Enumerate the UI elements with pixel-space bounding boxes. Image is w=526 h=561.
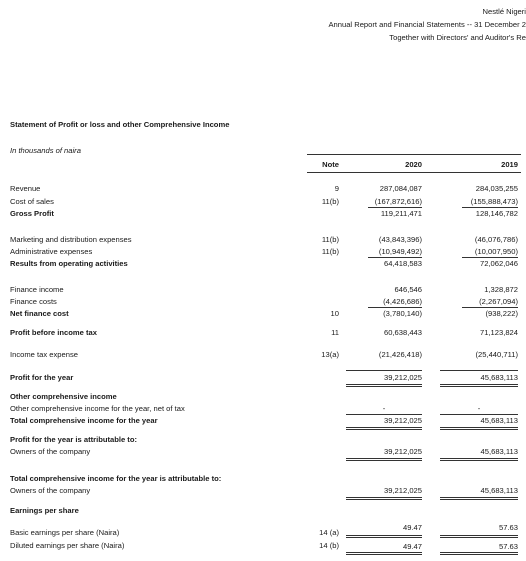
income-tax-note: 13(a) bbox=[321, 350, 339, 359]
tci-attrib-heading: Total comprehensive income for the year is attributable to: bbox=[10, 474, 222, 483]
profit-year-2020: 39,212,025 bbox=[383, 373, 422, 382]
column-header-note: Note bbox=[322, 160, 339, 169]
profit-before-tax-2019: 71,123,824 bbox=[479, 328, 518, 337]
cost-of-sales-2019: (155,888,473) bbox=[470, 197, 518, 206]
diluted-eps-2019: 57.63 bbox=[498, 542, 518, 551]
double-rule bbox=[346, 552, 422, 555]
header-bottom-rule bbox=[307, 172, 521, 173]
double-rule bbox=[346, 384, 422, 387]
profit-before-tax-2020: 60,638,443 bbox=[383, 328, 422, 337]
header-top-rule bbox=[307, 154, 521, 155]
subtotal-rule bbox=[368, 257, 422, 258]
revenue-label: Revenue bbox=[10, 184, 41, 193]
oci-net-2020: - bbox=[382, 404, 386, 413]
basic-eps-2020: 49.47 bbox=[402, 523, 422, 532]
report-subtitle: Together with Directors' and Auditor's Re bbox=[389, 33, 526, 42]
results-operating-2020: 64,418,583 bbox=[383, 259, 422, 268]
double-rule bbox=[440, 458, 518, 461]
total-rule bbox=[440, 370, 518, 371]
double-rule bbox=[440, 552, 518, 555]
basic-eps-note: 14 (a) bbox=[319, 528, 339, 537]
marketing-expenses-note: 11(b) bbox=[321, 235, 339, 244]
total-rule bbox=[346, 370, 422, 371]
basic-eps-label: Basic earnings per share (Naira) bbox=[10, 528, 120, 537]
net-finance-cost-2019: (938,222) bbox=[485, 309, 518, 318]
income-tax-label: Income tax expense bbox=[10, 350, 78, 359]
cost-of-sales-2020: (167,872,616) bbox=[374, 197, 422, 206]
marketing-expenses-2020: (43,843,396) bbox=[378, 235, 422, 244]
eps-heading: Earnings per share bbox=[10, 506, 79, 515]
finance-costs-2019: (2,267,094) bbox=[479, 297, 518, 306]
subtotal-rule bbox=[346, 414, 422, 415]
finance-income-2020: 646,546 bbox=[394, 285, 422, 294]
column-header-2019: 2019 bbox=[501, 160, 518, 169]
report-title: Annual Report and Financial Statements -- 31 December 2 bbox=[328, 20, 526, 29]
revenue-2019: 284,035,255 bbox=[475, 184, 518, 193]
double-rule bbox=[440, 384, 518, 387]
income-tax-2020: (21,426,418) bbox=[378, 350, 422, 359]
owners-tci-2020: 39,212,025 bbox=[383, 486, 422, 495]
owners-2020: 39,212,025 bbox=[383, 447, 422, 456]
profit-before-tax-note: 11 bbox=[331, 328, 339, 337]
subtotal-rule bbox=[368, 307, 422, 308]
finance-income-label: Finance income bbox=[10, 285, 64, 294]
diluted-eps-label: Diluted earnings per share (Naira) bbox=[10, 541, 125, 550]
profit-before-tax-label: Profit before income tax bbox=[10, 328, 97, 337]
admin-expenses-label: Administrative expenses bbox=[10, 247, 93, 256]
subtotal-rule bbox=[440, 414, 518, 415]
income-tax-2019: (25,440,711) bbox=[475, 350, 518, 359]
owners-tci-2019: 45,683,113 bbox=[480, 486, 518, 495]
gross-profit-2019: 128,146,782 bbox=[475, 209, 518, 218]
admin-expenses-2019: (10,007,950) bbox=[474, 247, 518, 256]
tci-2019: 45,683,113 bbox=[480, 416, 518, 425]
marketing-expenses-2019: (46,076,786) bbox=[474, 235, 518, 244]
net-finance-cost-note: 10 bbox=[330, 309, 339, 318]
oci-heading: Other comprehensive income bbox=[10, 392, 117, 401]
double-rule bbox=[346, 497, 422, 500]
diluted-eps-2020: 49.47 bbox=[402, 542, 422, 551]
double-rule bbox=[346, 535, 422, 538]
finance-income-2019: 1,328,872 bbox=[484, 285, 518, 294]
admin-expenses-2020: (10,949,492) bbox=[378, 247, 422, 256]
cost-of-sales-label: Cost of sales bbox=[10, 197, 54, 206]
double-rule bbox=[440, 535, 518, 538]
double-rule bbox=[346, 458, 422, 461]
admin-expenses-note: 11(b) bbox=[321, 247, 339, 256]
tci-2020: 39,212,025 bbox=[383, 416, 422, 425]
revenue-note: 9 bbox=[334, 184, 339, 193]
double-rule bbox=[346, 427, 422, 430]
profit-attrib-heading: Profit for the year is attributable to: bbox=[10, 435, 137, 444]
subtotal-rule bbox=[462, 257, 518, 258]
owners-label: Owners of the company bbox=[10, 447, 91, 456]
basic-eps-2019: 57.63 bbox=[498, 523, 518, 532]
results-operating-2019: 72,062,046 bbox=[479, 259, 518, 268]
results-operating-label: Results from operating activities bbox=[10, 259, 128, 268]
subtotal-rule bbox=[368, 207, 422, 208]
owners-2019: 45,683,113 bbox=[480, 447, 518, 456]
finance-costs-label: Finance costs bbox=[10, 297, 57, 306]
profit-year-2019: 45,683,113 bbox=[480, 373, 518, 382]
double-rule bbox=[440, 497, 518, 500]
oci-net-2019: - bbox=[477, 404, 481, 413]
subtotal-rule bbox=[462, 307, 518, 308]
gross-profit-label: Gross Profit bbox=[10, 209, 54, 218]
finance-costs-2020: (4,426,686) bbox=[383, 297, 422, 306]
revenue-2020: 287,084,087 bbox=[379, 184, 422, 193]
owners-tci-label: Owners of the company bbox=[10, 486, 91, 495]
diluted-eps-note: 14 (b) bbox=[319, 541, 339, 550]
cost-of-sales-note: 11(b) bbox=[321, 197, 339, 206]
net-finance-cost-2020: (3,780,140) bbox=[383, 309, 422, 318]
statement-title: Statement of Profit or loss and other Comprehensive Income bbox=[10, 120, 230, 129]
subtotal-rule bbox=[462, 207, 518, 208]
double-rule bbox=[440, 427, 518, 430]
tci-label: Total comprehensive income for the year bbox=[10, 416, 158, 425]
statement-units: In thousands of naira bbox=[10, 146, 81, 155]
marketing-expenses-label: Marketing and distribution expenses bbox=[10, 235, 132, 244]
gross-profit-2020: 119,211,471 bbox=[380, 209, 422, 218]
column-header-2020: 2020 bbox=[405, 160, 422, 169]
company-name: Nestlé Nigeri bbox=[482, 7, 526, 16]
profit-year-label: Profit for the year bbox=[10, 373, 74, 382]
net-finance-cost-label: Net finance cost bbox=[10, 309, 69, 318]
oci-net-label: Other comprehensive income for the year, net of tax bbox=[10, 404, 185, 413]
